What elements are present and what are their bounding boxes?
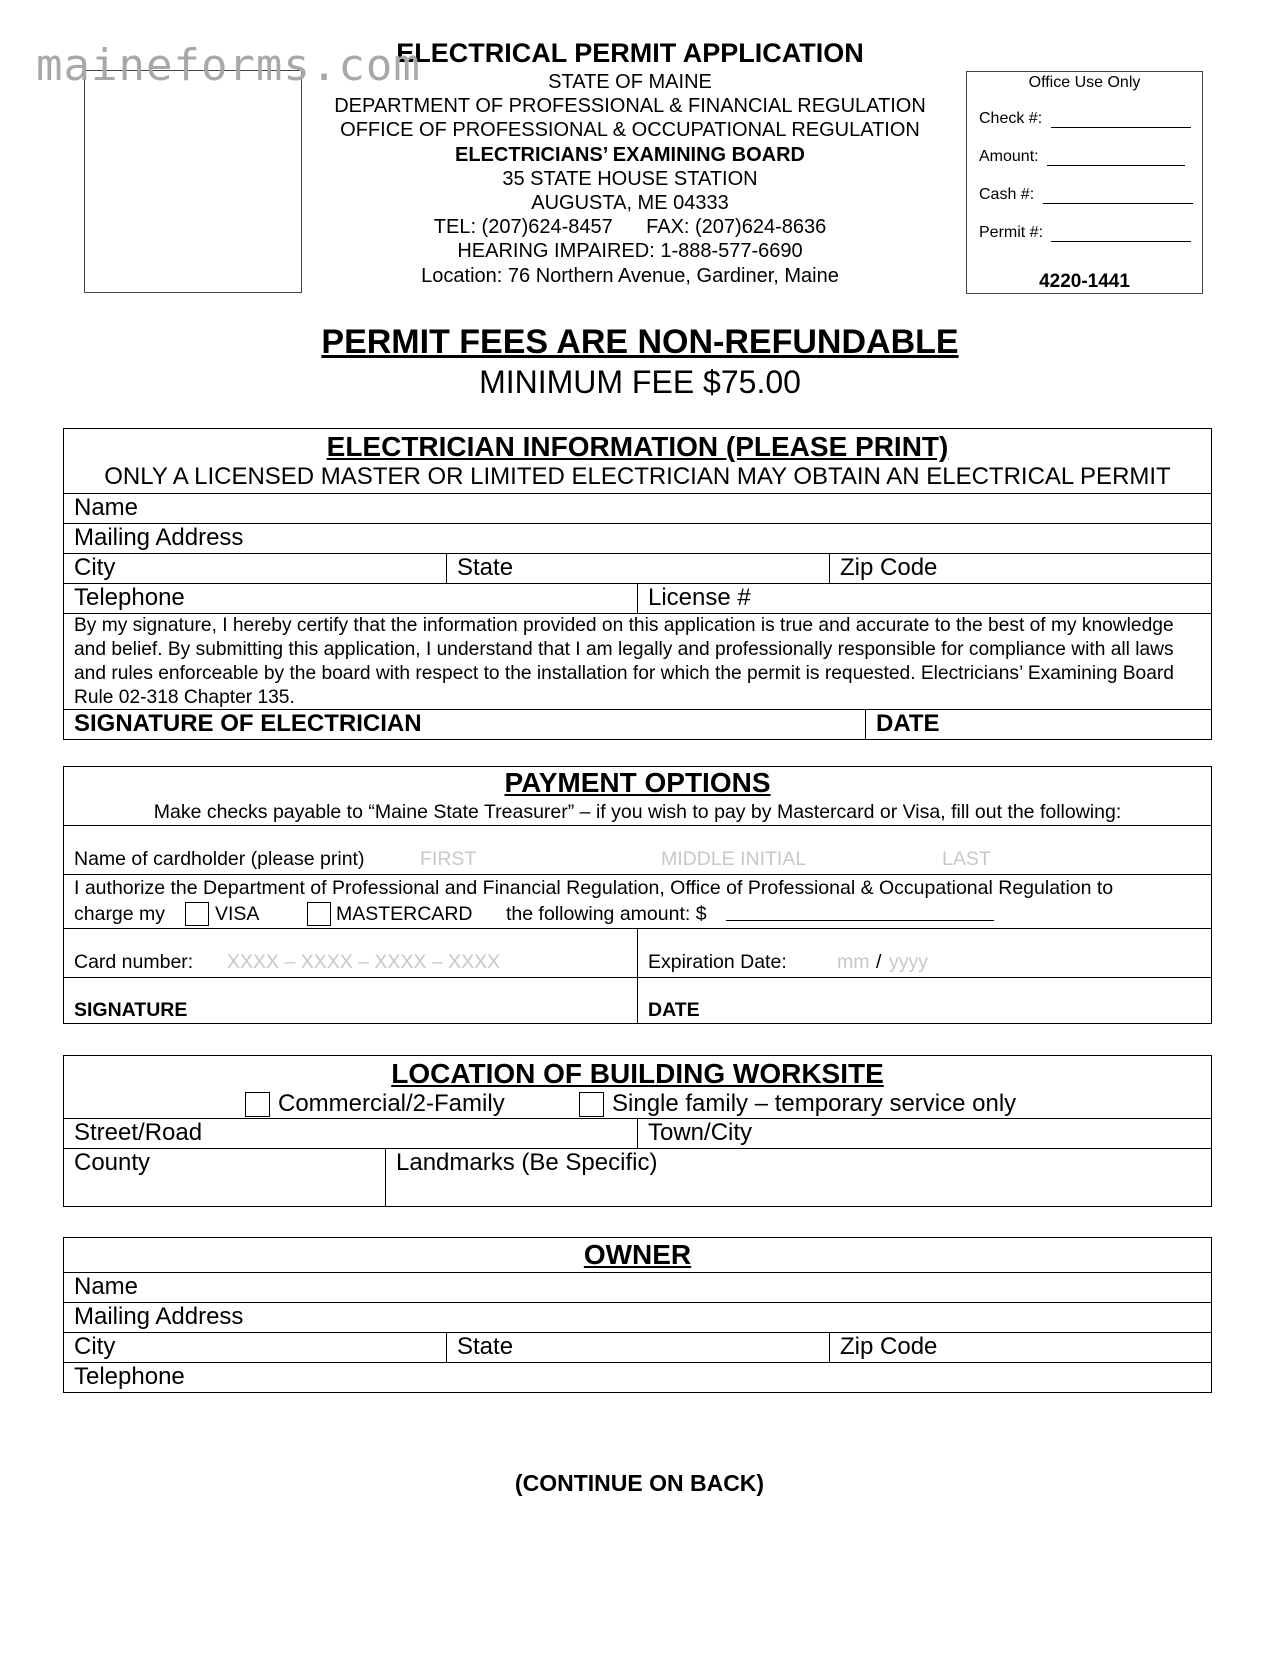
certification-row — [64, 613, 1211, 709]
commercial-checkbox[interactable] — [245, 1092, 270, 1117]
electrician-signature-row — [64, 709, 1211, 739]
electrician-date-label: DATE — [876, 710, 940, 737]
electrician-city-label: City — [74, 554, 116, 581]
owner-header-row — [64, 1238, 1211, 1272]
electrician-date-field[interactable] — [865, 710, 1211, 739]
expiration-month-placeholder: mm — [837, 951, 870, 973]
office-check-label: Check #: — [979, 110, 1043, 127]
office-permit-label: Permit #: — [979, 224, 1044, 241]
office-check-field — [979, 110, 1191, 128]
worksite-title: LOCATION OF BUILDING WORKSITE — [391, 1058, 884, 1089]
electrician-city-field[interactable] — [64, 554, 446, 583]
form-code: 4220-1441 — [1039, 271, 1130, 292]
expiration-label: Expiration Date: — [648, 951, 787, 973]
cardholder-last-placeholder: LAST — [942, 848, 991, 870]
office-use-title: Office Use Only — [1028, 74, 1141, 91]
mastercard-checkbox[interactable] — [307, 902, 331, 926]
electrician-telephone-label: Telephone — [74, 584, 185, 611]
single-family-checkbox[interactable] — [579, 1092, 604, 1117]
certification-text: By my signature, I hereby certify that the information provided on this application is true and accurate to the best of my knowledge and belief. By submitting this application, I understand that I am legally and professionally responsible for compliance with all laws and rules enforceable by the board with respect to the installation for which the permit is requested. Electricians’ Examining Board Rule 02-318 Chapter 135. — [74, 615, 1174, 708]
electrician-license-label: License # — [648, 584, 751, 611]
owner-state-label: State — [457, 1333, 514, 1360]
payment-title: PAYMENT OPTIONS — [504, 767, 771, 798]
payment-signature-label: SIGNATURE — [74, 999, 188, 1021]
electrician-zip-label: Zip Code — [840, 554, 938, 581]
card-number-placeholder: XXXX – XXXX – XXXX – XXXX — [227, 951, 501, 973]
card-number-field[interactable] — [64, 929, 637, 977]
non-refundable-notice: PERMIT FEES ARE NON-REFUNDABLE — [321, 323, 959, 361]
worksite-county-label: County — [74, 1149, 151, 1176]
electrician-signature-field[interactable] — [64, 710, 865, 739]
owner-state-field[interactable] — [446, 1333, 829, 1362]
owner-zip-label: Zip Code — [840, 1333, 938, 1360]
office-permit-line[interactable] — [1051, 227, 1191, 242]
single-family-label: Single family – temporary service only — [612, 1090, 1017, 1117]
authorize-row — [64, 874, 1211, 928]
header-line-state: STATE OF MAINE — [548, 71, 712, 93]
electrician-header-row — [64, 429, 1211, 493]
electrician-title: ELECTRICIAN INFORMATION (PLEASE PRINT) — [326, 431, 949, 462]
charge-amount-label: the following amount: $ — [506, 903, 707, 925]
visa-label: VISA — [215, 903, 260, 925]
header-line-hearing: HEARING IMPAIRED: 1-888-577-6690 — [457, 240, 803, 263]
owner-section — [63, 1237, 1212, 1393]
form-title: ELECTRICAL PERMIT APPLICATION — [396, 38, 864, 68]
header-line-board: ELECTRICIANS’ EXAMINING BOARD — [454, 143, 806, 166]
card-number-label: Card number: — [74, 951, 194, 973]
worksite-county-row — [64, 1148, 1211, 1206]
header-line-department: DEPARTMENT OF PROFESSIONAL & FINANCIAL REGULATION — [334, 95, 926, 118]
mastercard-label: MASTERCARD — [336, 903, 473, 925]
worksite-header-row — [64, 1056, 1211, 1118]
electrician-zip-field[interactable] — [829, 554, 1211, 583]
owner-city-label: City — [74, 1333, 116, 1360]
electrician-name-row[interactable] — [64, 493, 1211, 523]
authorize-text: I authorize the Department of Professional and Financial Regulation, Office of Professional & Occupational Regulation to — [74, 877, 1114, 899]
office-check-line[interactable] — [1051, 113, 1191, 128]
electrician-mailing-row[interactable] — [64, 523, 1211, 553]
cardholder-field[interactable] — [64, 826, 1211, 874]
electrician-phone-row — [64, 583, 1211, 613]
owner-mailing-label: Mailing Address — [74, 1303, 244, 1330]
worksite-town-label: Town/City — [648, 1119, 753, 1146]
worksite-type-options — [64, 1090, 1211, 1118]
card-row — [64, 928, 1211, 977]
cardholder-middle-placeholder: MIDDLE INITIAL — [661, 848, 807, 870]
owner-name-row[interactable] — [64, 1272, 1211, 1302]
payment-header-row — [64, 767, 1211, 825]
office-use-box — [966, 71, 1203, 294]
header-line-phone: TEL: (207)624-8457 FAX: (207)624-8636 — [433, 216, 827, 239]
expiration-year-placeholder: yyyy — [889, 951, 928, 973]
office-cash-label: Cash #: — [979, 186, 1035, 203]
owner-title: OWNER — [583, 1239, 692, 1270]
cardholder-row — [64, 825, 1211, 874]
header-line-city: AUGUSTA, ME 04333 — [531, 192, 729, 215]
electrician-mailing-label: Mailing Address — [74, 524, 244, 551]
watermark: maineforms.com — [36, 40, 421, 91]
payment-date-label: DATE — [648, 999, 700, 1021]
electrician-subtitle: ONLY A LICENSED MASTER OR LIMITED ELECTRICIAN MAY OBTAIN AN ELECTRICAL PERMIT — [104, 463, 1171, 490]
worksite-county-field[interactable] — [64, 1149, 385, 1206]
office-amount-field — [979, 148, 1185, 166]
expiration-field[interactable] — [637, 929, 1211, 977]
charge-my-label: charge my — [74, 903, 166, 925]
owner-telephone-row[interactable] — [64, 1362, 1211, 1392]
owner-telephone-label: Telephone — [74, 1363, 185, 1390]
worksite-street-field[interactable] — [64, 1119, 637, 1148]
worksite-landmarks-field[interactable] — [385, 1149, 1211, 1206]
electrician-name-label: Name — [74, 494, 139, 521]
payment-signature-row — [64, 977, 1211, 1023]
minimum-fee: MINIMUM FEE $75.00 — [479, 364, 801, 400]
payment-instructions: Make checks payable to “Maine State Treasurer” – if you wish to pay by Mastercard or Visa, fill out the following: — [153, 801, 1122, 823]
photo-box — [84, 70, 302, 293]
charge-line — [74, 901, 1211, 927]
payment-signature-field[interactable] — [64, 978, 637, 1023]
header-line-location: Location: 76 Northern Avenue, Gardiner, Maine — [421, 264, 839, 287]
owner-city-row — [64, 1332, 1211, 1362]
electrician-state-field[interactable] — [446, 554, 829, 583]
worksite-street-label: Street/Road — [74, 1119, 203, 1146]
cardholder-label: Name of cardholder (please print) — [74, 848, 365, 870]
payment-date-field[interactable] — [637, 978, 1211, 1023]
authorize-block — [64, 875, 1211, 928]
commercial-label: Commercial/2-Family — [278, 1090, 505, 1117]
electrician-license-field[interactable] — [637, 584, 1211, 613]
cardholder-first-placeholder: FIRST — [420, 848, 477, 870]
continue-on-back: (CONTINUE ON BACK) — [514, 1470, 765, 1496]
electrician-section — [63, 428, 1212, 740]
office-cash-field — [979, 186, 1193, 204]
owner-city-field[interactable] — [64, 1333, 446, 1362]
owner-mailing-row[interactable] — [64, 1302, 1211, 1332]
header-line-office: OFFICE OF PROFESSIONAL & OCCUPATIONAL REGULATION — [340, 119, 920, 142]
header-line-station: 35 STATE HOUSE STATION — [502, 167, 758, 190]
worksite-town-field[interactable] — [637, 1119, 1211, 1148]
worksite-street-row — [64, 1118, 1211, 1148]
office-amount-line[interactable] — [1047, 151, 1185, 166]
office-amount-label: Amount: — [979, 148, 1039, 165]
payment-section — [63, 766, 1212, 1024]
office-permit-field — [979, 224, 1191, 242]
expiration-separator: / — [876, 951, 882, 973]
charge-amount-line[interactable] — [726, 920, 994, 921]
worksite-section — [63, 1055, 1212, 1207]
electrician-city-row — [64, 553, 1211, 583]
electrician-telephone-field[interactable] — [64, 584, 637, 613]
fees-notice — [300, 322, 980, 402]
electrician-signature-label: SIGNATURE OF ELECTRICIAN — [74, 710, 422, 737]
worksite-landmarks-label: Landmarks (Be Specific) — [396, 1149, 658, 1176]
owner-name-label: Name — [74, 1273, 139, 1300]
visa-checkbox[interactable] — [185, 902, 209, 926]
office-cash-line[interactable] — [1043, 189, 1193, 204]
owner-zip-field[interactable] — [829, 1333, 1211, 1362]
electrician-state-label: State — [457, 554, 514, 581]
